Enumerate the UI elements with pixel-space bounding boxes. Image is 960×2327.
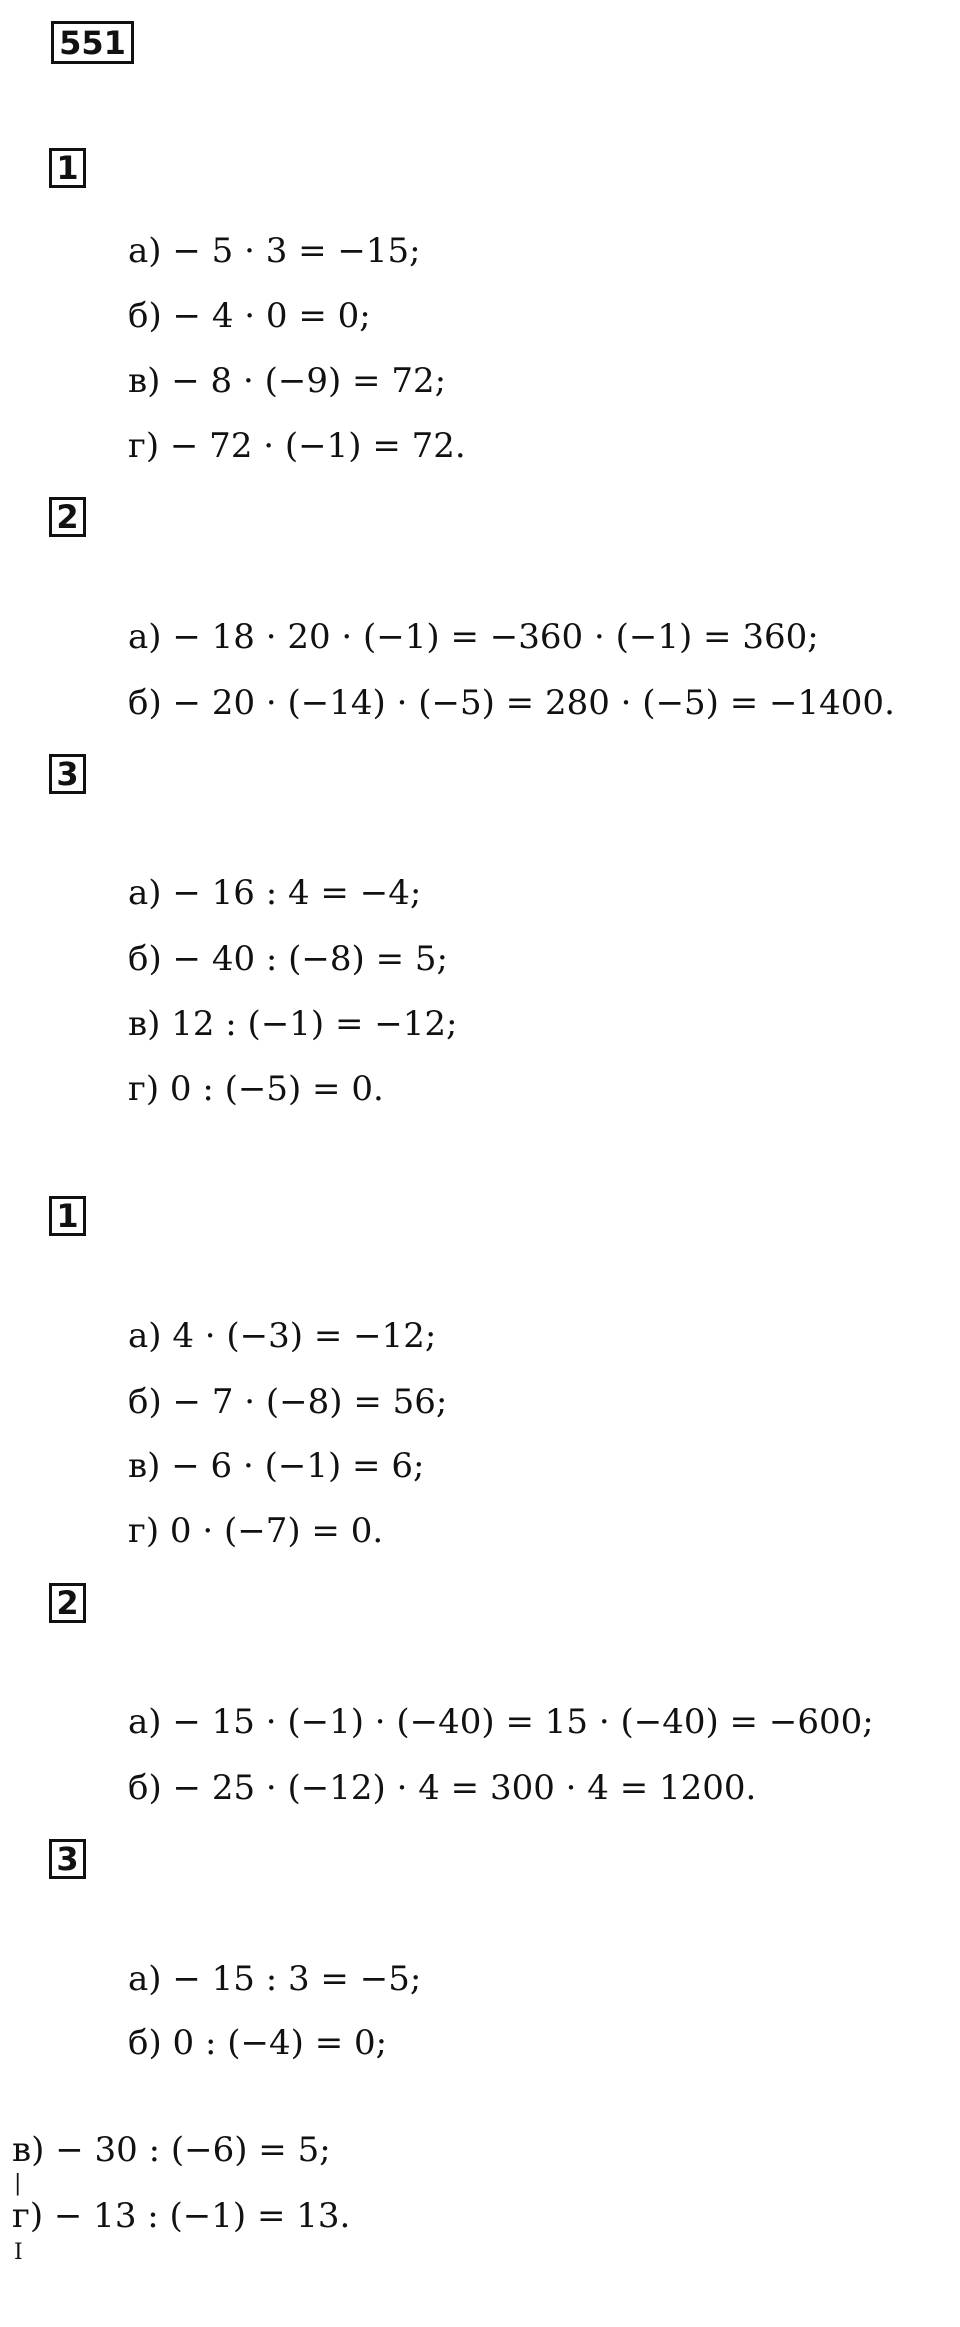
equation-line: б) − 4 · 0 = 0; bbox=[128, 296, 371, 336]
equation-line: в) − 30 : (−6) = 5; bbox=[12, 2130, 331, 2170]
section-number: 2 bbox=[49, 1583, 86, 1623]
equation-line: а) 4 · (−3) = −12; bbox=[128, 1316, 437, 1356]
section-number: 3 bbox=[49, 1839, 86, 1879]
section-number: 1 bbox=[49, 148, 86, 188]
equation-line: а) − 15 : 3 = −5; bbox=[128, 1959, 422, 1999]
section-number: 3 bbox=[49, 754, 86, 794]
equation-line: б) − 25 · (−12) · 4 = 300 · 4 = 1200. bbox=[128, 1768, 757, 1808]
equation-line: г) − 72 · (−1) = 72. bbox=[128, 426, 466, 466]
section-number: 1 bbox=[49, 1196, 86, 1236]
equation-line: а) − 18 · 20 · (−1) = −360 · (−1) = 360; bbox=[128, 617, 819, 657]
equation-line: б) 0 : (−4) = 0; bbox=[128, 2023, 388, 2063]
margin-mark: | bbox=[14, 2171, 22, 2196]
equation-line: г) 0 : (−5) = 0. bbox=[128, 1069, 384, 1109]
equation-line: в) − 8 · (−9) = 72; bbox=[128, 361, 447, 401]
equation-line: б) − 7 · (−8) = 56; bbox=[128, 1382, 448, 1422]
equation-line: б) − 20 · (−14) · (−5) = 280 · (−5) = −1400. bbox=[128, 683, 895, 723]
equation-line: в) 12 : (−1) = −12; bbox=[128, 1004, 458, 1044]
equation-line: г) 0 · (−7) = 0. bbox=[128, 1511, 384, 1551]
equation-line: в) − 6 · (−1) = 6; bbox=[128, 1446, 425, 1486]
equation-line: а) − 16 : 4 = −4; bbox=[128, 873, 422, 913]
problem-number: 551 bbox=[51, 21, 134, 64]
equation-line: а) − 15 · (−1) · (−40) = 15 · (−40) = −600; bbox=[128, 1702, 874, 1742]
equation-line: б) − 40 : (−8) = 5; bbox=[128, 939, 449, 979]
equation-line: г) − 13 : (−1) = 13. bbox=[12, 2196, 351, 2236]
margin-mark: I bbox=[14, 2240, 23, 2265]
equation-line: а) − 5 · 3 = −15; bbox=[128, 231, 421, 271]
section-number: 2 bbox=[49, 497, 86, 537]
